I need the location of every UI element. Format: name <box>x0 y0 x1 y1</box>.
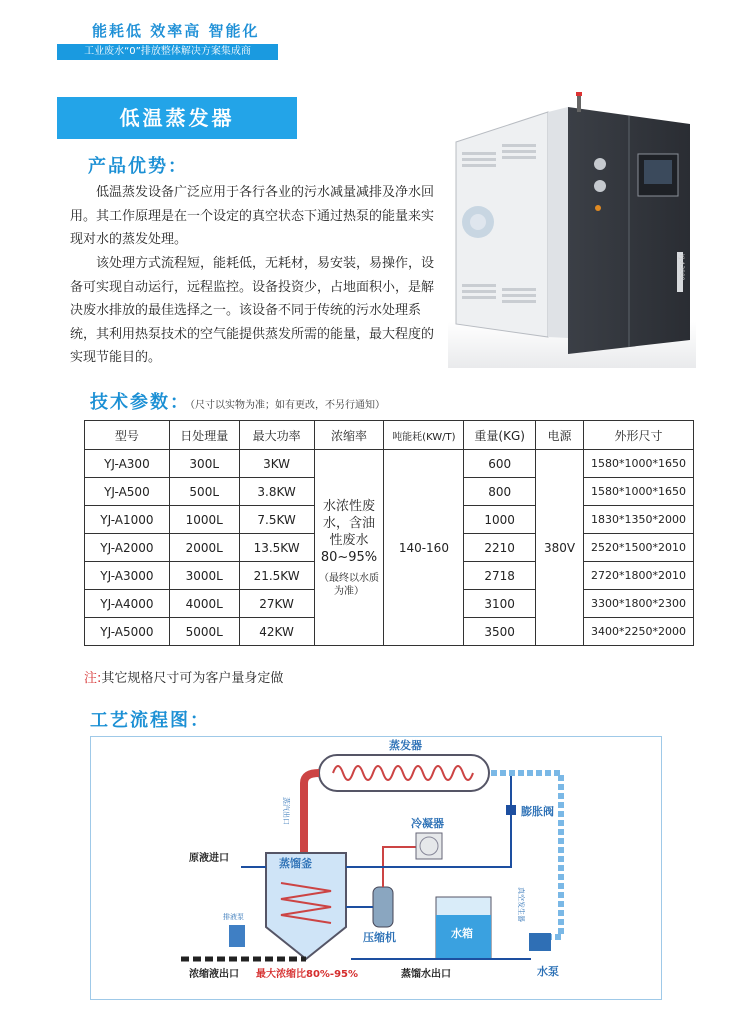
capacity-cell: 2000L <box>169 534 239 562</box>
power-cell: 21.5KW <box>239 562 314 590</box>
label-vacuum-gen: 真空发生器 <box>517 887 525 922</box>
machine-model-label: YJ-A3000 <box>678 254 685 281</box>
size-cell: 3300*1800*2300 <box>584 590 694 618</box>
tagline-banner: 工业废水“0”排放整体解决方案集成商 <box>57 44 278 60</box>
capacity-cell: 500L <box>169 478 239 506</box>
label-evap-tank: 蒸馏釜 <box>279 857 312 870</box>
col-weight: 重量(KG) <box>464 421 536 450</box>
power-supply-cell: 380V <box>536 450 584 646</box>
col-energy: 吨能耗(KW/T) <box>384 421 464 450</box>
label-expansion-valve: 膨胀阀 <box>521 805 554 818</box>
label-steam-outlet: 蒸汽出口 <box>282 797 290 825</box>
size-cell: 2520*1500*2010 <box>584 534 694 562</box>
table-header-row <box>85 421 694 450</box>
concentration-cell <box>314 450 384 646</box>
size-cell: 1830*1350*2000 <box>584 506 694 534</box>
specs-table <box>84 420 694 646</box>
col-model: 型号 <box>85 421 170 450</box>
slogan: 能耗低 效率高 智能化 <box>92 22 260 40</box>
advantages-heading: 产品优势： <box>88 156 188 177</box>
label-evaporator: 蒸发器 <box>389 739 422 752</box>
weight-cell: 600 <box>464 450 536 478</box>
capacity-cell: 1000L <box>169 506 239 534</box>
product-title: 低温蒸发器 <box>57 97 297 139</box>
capacity-cell: 5000L <box>169 618 239 646</box>
capacity-cell: 4000L <box>169 590 239 618</box>
col-concentration: 浓缩率 <box>314 421 384 450</box>
label-conc-outlet: 浓缩液出口 <box>189 969 239 980</box>
col-dimensions: 外形尺寸 <box>584 421 694 450</box>
weight-cell: 3100 <box>464 590 536 618</box>
model-cell: YJ-A300 <box>85 450 170 478</box>
label-water-tank: 水箱 <box>451 927 473 940</box>
size-cell: 3400*2250*2000 <box>584 618 694 646</box>
model-cell: YJ-A500 <box>85 478 170 506</box>
col-capacity: 日处理量 <box>169 421 239 450</box>
note-prefix: 注: <box>84 671 102 686</box>
advantages-paragraph-1: 低温蒸发设备广泛应用于各行各业的污水减量减排及净水回用。其工作原理是在一个设定的真空状态下通过热泵的能量来实现对水的蒸发处理。 <box>70 185 435 247</box>
power-cell: 42KW <box>239 618 314 646</box>
capacity-cell: 300L <box>169 450 239 478</box>
label-distilled-outlet: 蒸馏水出口 <box>401 969 451 980</box>
power-cell: 7.5KW <box>239 506 314 534</box>
table-row <box>85 450 694 478</box>
weight-cell: 3500 <box>464 618 536 646</box>
label-discharge-pump: 排液泵 <box>223 913 244 921</box>
weight-cell: 800 <box>464 478 536 506</box>
model-cell: YJ-A2000 <box>85 534 170 562</box>
specs-heading <box>90 388 385 414</box>
weight-cell: 2210 <box>464 534 536 562</box>
power-cell: 27KW <box>239 590 314 618</box>
evaporator-machine-image <box>448 92 696 368</box>
label-water-pump: 水泵 <box>537 965 559 978</box>
specs-heading-text: 技术参数： <box>90 392 190 413</box>
label-max-ratio: 最大浓缩比80%-95% <box>256 969 359 980</box>
power-cell: 13.5KW <box>239 534 314 562</box>
flow-heading: 工艺流程图： <box>90 710 210 731</box>
concentration-text: 水浓性废水，含油性废水 80~95% <box>320 498 378 565</box>
power-cell: 3KW <box>239 450 314 478</box>
weight-cell: 1000 <box>464 506 536 534</box>
col-power-supply: 电源 <box>536 421 584 450</box>
label-raw-inlet: 原液进口 <box>189 853 229 864</box>
model-cell: YJ-A3000 <box>85 562 170 590</box>
model-cell: YJ-A5000 <box>85 618 170 646</box>
process-flow-diagram <box>90 736 662 1000</box>
label-condenser: 冷凝器 <box>411 817 444 830</box>
weight-cell: 2718 <box>464 562 536 590</box>
concentration-note: （最终以水质为准） <box>319 572 379 597</box>
custom-note <box>84 667 283 686</box>
col-power: 最大功率 <box>239 421 314 450</box>
specs-note: （尺寸以实物为准；如有更改，不另行通知） <box>190 400 385 411</box>
energy-cell: 140-160 <box>384 450 464 646</box>
model-cell: YJ-A4000 <box>85 590 170 618</box>
capacity-cell: 3000L <box>169 562 239 590</box>
label-compressor: 压缩机 <box>363 931 396 944</box>
advantages-paragraph-2: 该处理方式流程短，能耗低，无耗材，易安装，易操作，设备可实现自动运行，远程监控。设备投资少，占地面积小，是解决废水排放的最佳选择之一。该设备不同于传统的污水处理系统，其利用热泵技术的空气能提供蒸发所需的能量，最大程度的实现节能目的。 <box>70 256 435 365</box>
model-cell: YJ-A1000 <box>85 506 170 534</box>
note-text: 其它规格尺寸可为客户量身定做 <box>101 671 284 686</box>
size-cell: 1580*1000*1650 <box>584 450 694 478</box>
power-cell: 3.8KW <box>239 478 314 506</box>
size-cell: 1580*1000*1650 <box>584 478 694 506</box>
size-cell: 2720*1800*2010 <box>584 562 694 590</box>
